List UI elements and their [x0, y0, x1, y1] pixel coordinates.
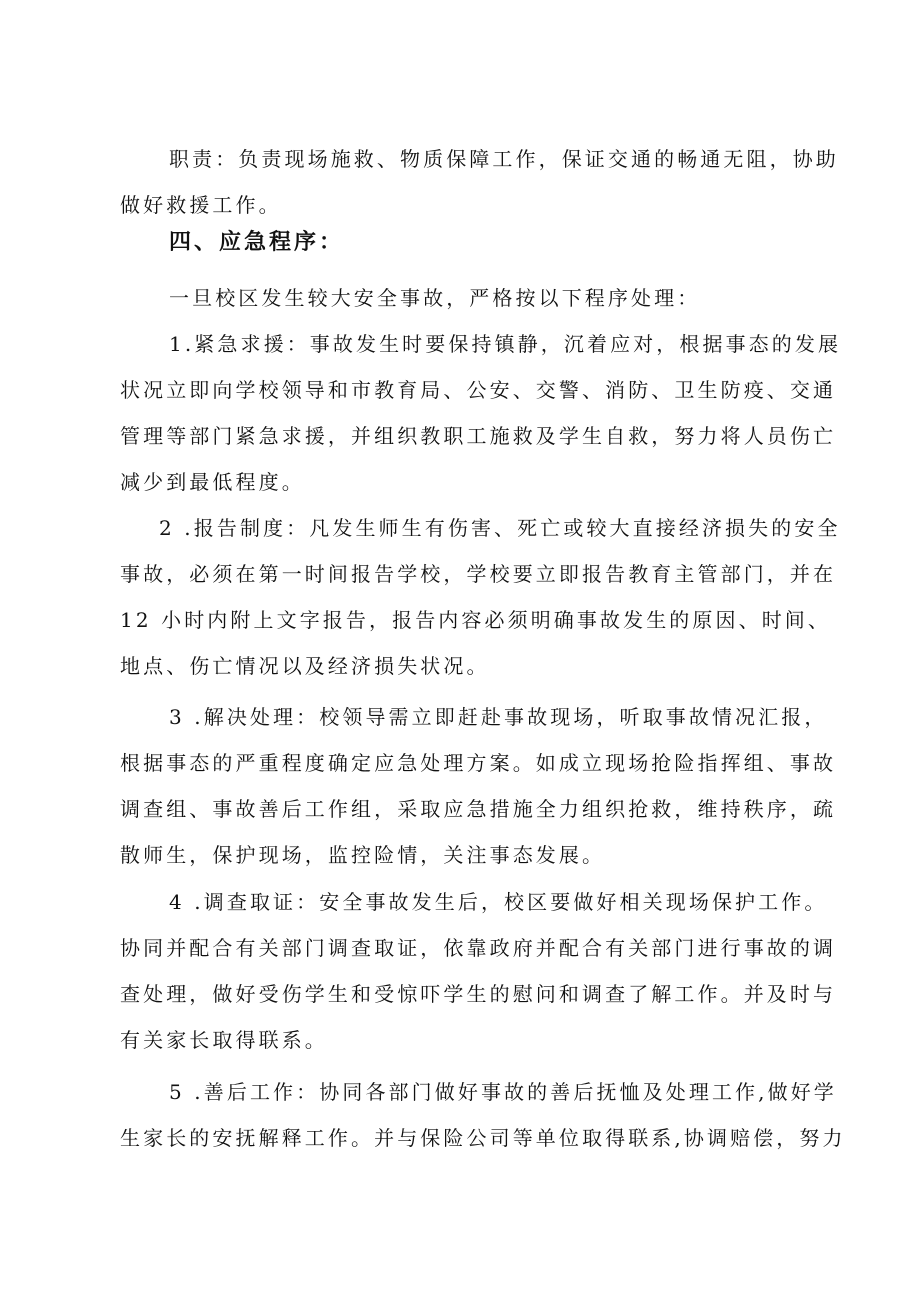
step-1-line-2: 状况立即向学校领导和市教育局、公安、交警、消防、卫生防疫、交通 [120, 378, 837, 402]
duty-line-1: 职责：负责现场施救、物质保障工作，保证交通的畅通无阻，协助 [169, 147, 839, 171]
section-heading: 四、应急程序： [169, 230, 345, 255]
step-5-line-1: 5 .善后工作：协同各部门做好事故的善后抚恤及处理工作,做好学 [169, 1080, 837, 1104]
step-1-line-3: 管理等部门紧急求援，并组织教职工施救及学生自救，努力将人员伤亡 [120, 424, 837, 448]
step-4-line-1: 4 .调查取证：安全事故发生后，校区要做好相关现场保护工作。 [169, 890, 828, 914]
intro-line: 一旦校区发生较大安全事故，严格按以下程序处理： [169, 286, 701, 310]
step-4-line-4: 有关家长取得联系。 [120, 1028, 328, 1052]
step-2-line-3: 12 小时内附上文字报告，报告内容必须明确事故发生的原因、时间、 [120, 608, 832, 632]
step-2-line-2: 事故，必须在第一时间报告学校，学校要立即报告教育主管部门，并在 [120, 562, 837, 586]
step-1-line-1: 1.紧急求援：事故发生时要保持镇静，沉着应对，根据事态的发展 [169, 332, 842, 356]
duty-line-2: 做好救援工作。 [120, 193, 282, 217]
step-1-line-4: 减少到最低程度。 [120, 470, 305, 494]
step-3-line-2: 根据事态的严重程度确定应急处理方案。如成立现场抢险指挥组、事故 [120, 751, 837, 775]
step-4-line-2: 协同并配合有关部门调查取证，依靠政府并配合有关部门进行事故的调 [120, 936, 837, 960]
step-2-line-4: 地点、伤亡情况以及经济损失状况。 [120, 654, 490, 678]
step-3-line-4: 散师生，保护现场，监控险情，关注事态发展。 [120, 843, 606, 867]
step-3-line-1: 3 .解决处理：校领导需立即赶赴事故现场，听取事故情况汇报， [169, 705, 828, 729]
step-4-line-3: 查处理，做好受伤学生和受惊吓学生的慰问和调查了解工作。并及时与 [120, 982, 837, 1006]
step-2-line-1: 2 .报告制度：凡发生师生有伤害、死亡或较大直接经济损失的安全 [159, 516, 841, 540]
step-3-line-3: 调查组、事故善后工作组，采取应急措施全力组织抢救，维持秩序，疏 [120, 797, 837, 821]
step-5-line-2: 生家长的安抚解释工作。并与保险公司等单位取得联系,协调赔偿，努力 [120, 1126, 846, 1150]
